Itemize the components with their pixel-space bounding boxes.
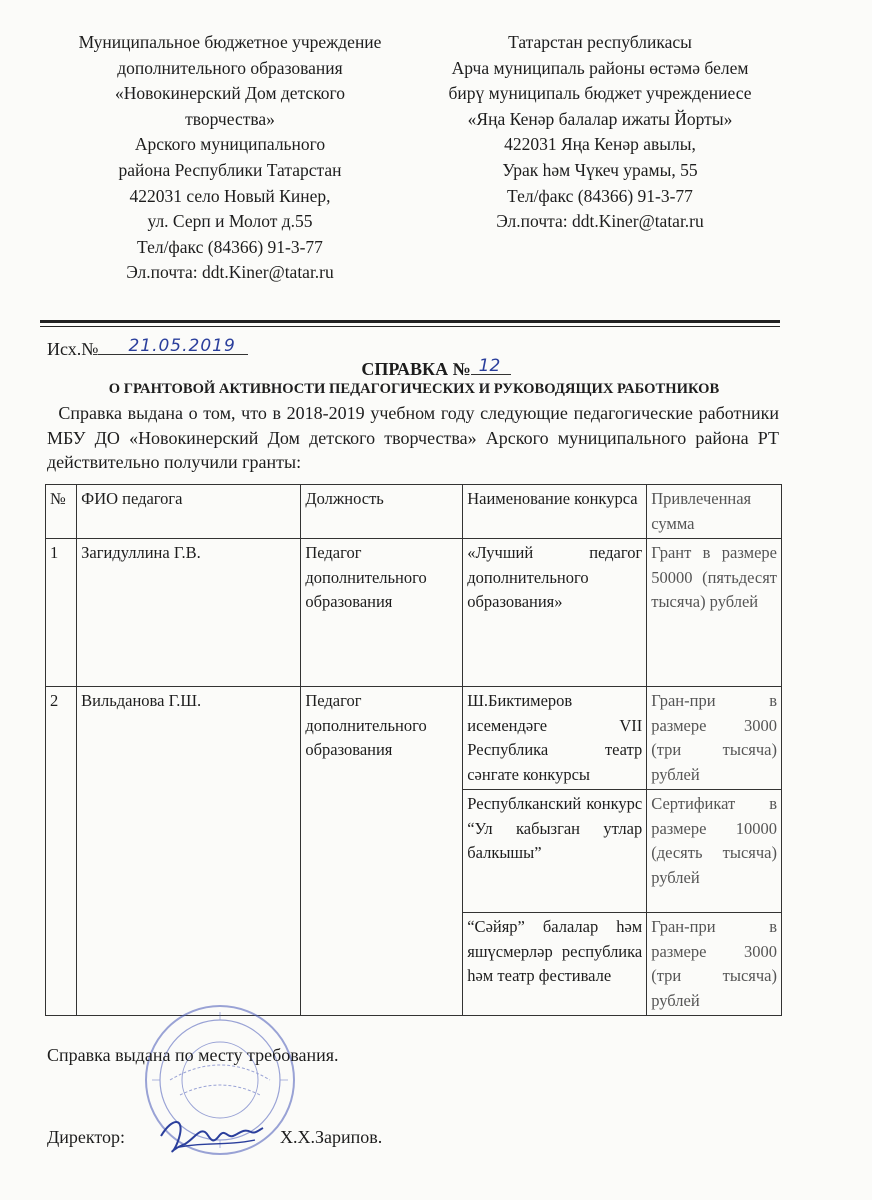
org-header-tatar [412, 30, 788, 235]
header-line: Арского муниципального [134, 134, 326, 155]
header-line: Татарстан республикасы [508, 32, 692, 52]
header-divider [40, 320, 780, 323]
outgoing-label: Исх.№ [47, 339, 99, 359]
grant-amount: Грант в размере 50000 (пятьдесят тысяча) рублей [647, 539, 782, 687]
header-line: Арча муниципаль районы өстәмә белем [451, 57, 749, 78]
teacher-name: Вильданова Г.Ш. [77, 687, 301, 1016]
table-header-cell: № [46, 485, 77, 539]
header-line: творчества» [185, 108, 275, 129]
teacher-position: Педагог дополнительного образования [301, 539, 463, 687]
director-signature [155, 1108, 265, 1158]
table-header-row [46, 485, 782, 539]
header-line: «Яңа Кенәр балалар ижаты Йорты» [467, 108, 733, 129]
contest-title: «Лучший педагог дополнительного образования» [463, 539, 647, 687]
title-label: СПРАВКА № [361, 359, 471, 379]
teacher-position: Педагог дополнительного образования [301, 687, 463, 1016]
table-row [46, 687, 782, 790]
table-row [46, 539, 782, 687]
outgoing-date-handwritten: 21.05.2019 [128, 336, 236, 356]
header-line: Тел/факс (84366) 91-3-77 [507, 185, 693, 206]
intro-paragraph: Справка выдана о том, что в 2018-2019 учебном году следующие педагогические работники МБУ ДО «Новокинерский Дом детского творчества» Арского муниципального района РТ действительно получили гранты: [47, 403, 779, 472]
grant-amount: Гран-при в размере 3000 (три тысяча) рублей [647, 687, 782, 790]
header-line: Эл.почта: ddt.Kiner@tatar.ru [126, 262, 334, 283]
table-header-cell: Привлеченная сумма [647, 485, 782, 539]
header-line: дополнительного образования [117, 57, 343, 78]
director-role: Директор: [47, 1127, 126, 1147]
header-line: Муниципальное бюджетное учреждение [78, 32, 382, 52]
header-divider-thin [40, 326, 780, 327]
title-number-handwritten: 12 [478, 356, 501, 376]
row-number: 1 [46, 539, 77, 687]
document-subtitle: О ГРАНТОВОЙ АКТИВНОСТИ ПЕДАГОГИЧЕСКИХ И РУКОВОДЯЩИХ РАБОТНИКОВ [108, 381, 720, 397]
footer-note: Справка выдана по месту требования. [47, 1045, 339, 1065]
document-title [0, 356, 872, 380]
org-header-russian [40, 30, 420, 286]
contest-title: “Сәйяр” балалар һәм яшүсмерләр республика һәм театр фестивале [463, 913, 647, 1016]
header-line: ул. Серп и Молот д.55 [147, 211, 313, 232]
header-line: района Республики Татарстан [118, 159, 342, 180]
header-line: Тел/факс (84366) 91-3-77 [137, 236, 323, 257]
teacher-name: Загидуллина Г.В. [77, 539, 301, 687]
contest-title: Республканский конкурс “Ул кабызган утлар балкышы” [463, 790, 647, 913]
table-header-cell: ФИО педагога [77, 485, 301, 539]
row-number: 2 [46, 687, 77, 1016]
header-line: 422031 Яңа Кенәр авылы, [504, 134, 696, 155]
director-name: Х.Х.Зарипов. [280, 1127, 383, 1147]
contest-title: Ш.Биктимеров исемендәге VII Республика театр сәнгате конкурсы [463, 687, 647, 790]
grants-table [45, 484, 782, 1016]
grant-amount: Сертификат в размере 10000 (десять тысяча) рублей [647, 790, 782, 913]
title-number-field [471, 356, 511, 375]
header-line: бирү муниципаль бюджет учреждениесе [448, 83, 752, 104]
grant-amount: Гран-при в размере 3000 (три тысяча) рублей [647, 913, 782, 1016]
header-line: «Новокинерский Дом детского [114, 83, 346, 104]
table-header-cell: Наименование конкурса [463, 485, 647, 539]
header-line: Эл.почта: ddt.Kiner@tatar.ru [496, 211, 704, 232]
header-line: 422031 село Новый Кинер, [129, 185, 331, 206]
table-header-cell: Должность [301, 485, 463, 539]
outgoing-date-field [98, 336, 248, 355]
header-line: Урак һәм Чүкеч урамы, 55 [502, 159, 698, 180]
